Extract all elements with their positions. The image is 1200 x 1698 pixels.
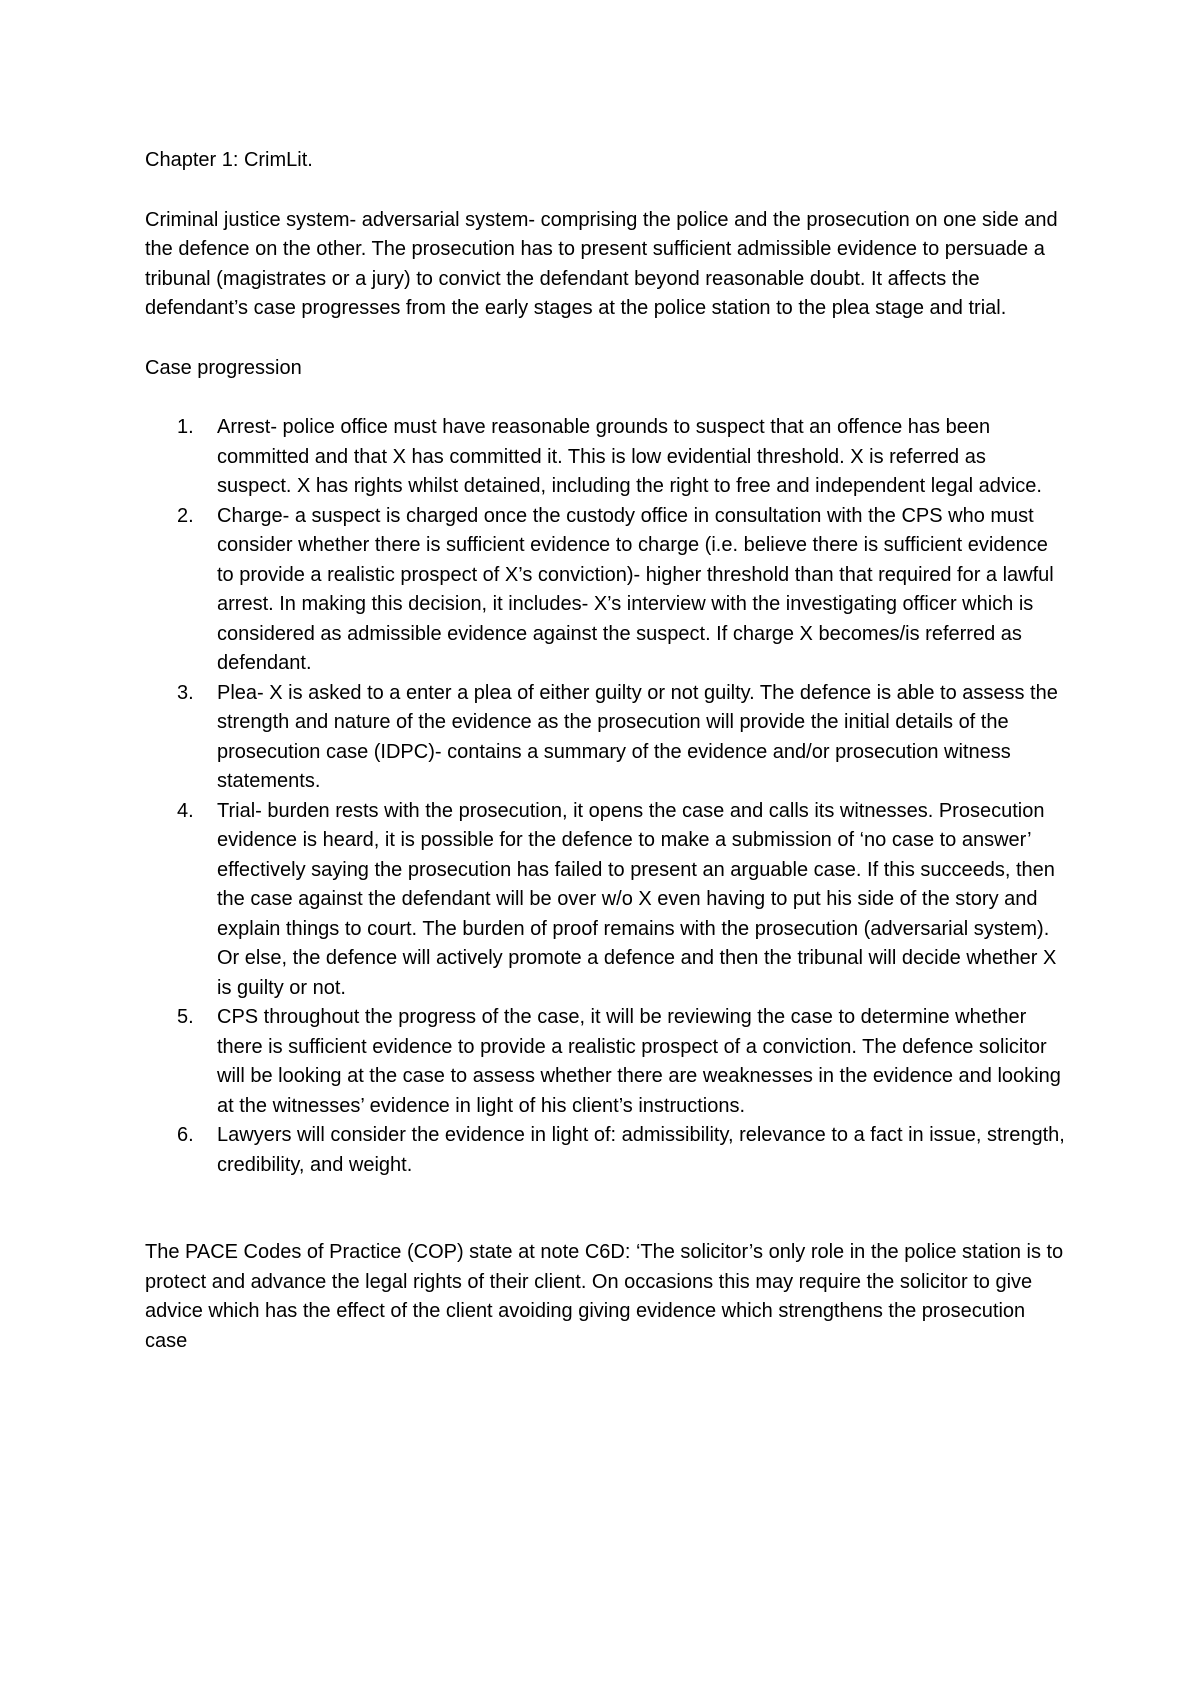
document-page — [145, 146, 1065, 1386]
list-item — [177, 502, 1065, 679]
list-item-number: 1. — [177, 416, 194, 438]
section-heading: Case progression — [145, 356, 302, 379]
list-item-text: Trial- burden rests with the prosecution, it opens the case and calls its witnesses. Prosecution evidence is heard, it is possible for the defence to make a submission of ‘no case to answer’ effectively saying the prosecution has failed to present an arguable case. If this succeeds, then the case against the defendant will be over w/o X even having to put his side of the story and explain things to court. The burden of proof remains with the prosecution (adversarial system). Or else, the defence will actively promote a defence and then the tribunal will decide whether X is guilty or not. — [217, 799, 1057, 999]
list-item — [177, 1121, 1065, 1180]
list-item-number: 6. — [177, 1124, 194, 1146]
list-item-number: 3. — [177, 681, 194, 704]
list-item-number: 5. — [177, 1006, 194, 1028]
list-item-number: 2. — [177, 504, 194, 527]
list-item-text: CPS throughout the progress of the case, it will be reviewing the case to determine whether there is sufficient evidence to provide a realistic prospect of a conviction. The defence solicitor will be looking at the case to assess whether there are weaknesses in the evidence and looking at the witnesses’ evidence in light of his client’s instructions. — [217, 1006, 1061, 1117]
list-item — [177, 679, 1065, 797]
list-item-text: Charge- a suspect is charged once the custody office in consultation with the CPS who must consider whether there is sufficient evidence to charge (i.e. believe there is sufficient evidence to provide a realistic prospect of X’s conviction)- higher threshold than that required for a lawful arrest. In making this decision, it includes- X’s interview with the investigating officer which is considered as admissible evidence against the suspect. If charge X becomes/is referred as defendant. — [217, 504, 1054, 674]
list-item-number: 4. — [177, 799, 194, 822]
list-item — [177, 1003, 1065, 1121]
list-item — [177, 413, 1065, 502]
list-item-text: Lawyers will consider the evidence in light of: admissibility, relevance to a fact in issue, strength, credibility, and weight. — [217, 1124, 1065, 1176]
list-item-text: Arrest- police office must have reasonable grounds to suspect that an offence has been committed and that X has committed it. This is low evidential threshold. X is referred as suspect. X has rights whilst detained, including the right to free and independent legal advice. — [217, 416, 1042, 497]
case-progression-list — [145, 413, 1065, 1180]
spacer — [145, 1180, 1065, 1238]
document-title: Chapter 1: CrimLit. — [145, 149, 313, 171]
list-item-text: Plea- X is asked to a enter a plea of either guilty or not guilty. The defence is able to assess the strength and nature of the evidence as the prosecution will provide the initial details of the prosecution case (IDPC)- contains a summary of the evidence and/or prosecution witness statements. — [217, 681, 1058, 792]
closing-paragraph: The PACE Codes of Practice (COP) state at note C6D: ‘The solicitor’s only role in the police station is to protect and advance the legal rights of their client. On occasions this may require the solicitor to give advice which has the effect of the client avoiding giving evidence which strengthens the prosecution case — [145, 1241, 1064, 1352]
list-item — [177, 797, 1065, 1004]
intro-paragraph: Criminal justice system- adversarial system- comprising the police and the prosecution on one side and the defence on the other. The prosecution has to present sufficient admissible evidence to persuade a tribunal (magistrates or a jury) to convict the defendant beyond reasonable doubt. It affects the defendant’s case progresses from the early stages at the police station to the plea stage and trial. — [145, 208, 1058, 319]
